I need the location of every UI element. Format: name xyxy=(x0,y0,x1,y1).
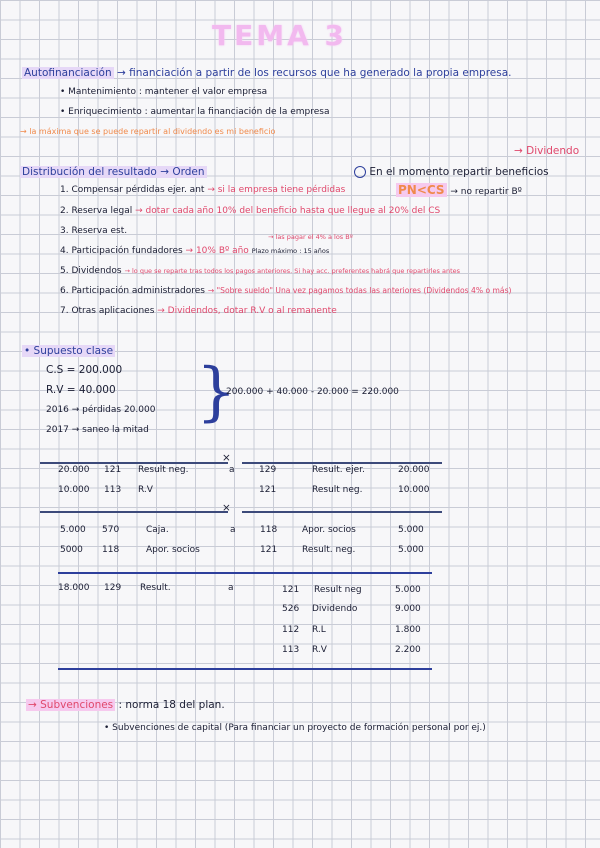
e1-r2-account: Result neg. xyxy=(312,485,363,495)
autofinanciacion-heading xyxy=(22,68,512,79)
dist-item-6 xyxy=(60,287,512,296)
e2-r1-amount: 5.000 xyxy=(398,525,424,535)
autofinanciacion-label: Autofinanciación xyxy=(24,67,112,79)
no-repartir-text: → no repartir Bº xyxy=(450,187,522,197)
e3-l1-code: 129 xyxy=(104,583,122,593)
dist-item-4-note2: Plazo máximo : 15 años xyxy=(251,247,330,255)
x-mark-2: × xyxy=(222,502,231,514)
e3-r2-code: 526 xyxy=(282,604,300,614)
dist-item-5-label: 5. Dividendos xyxy=(60,266,122,276)
e3-l1-account: Result. xyxy=(140,583,171,593)
dist-item-1 xyxy=(60,186,345,195)
e3-r1-account: Result neg xyxy=(314,585,362,595)
e1-l2-amount: 10.000 xyxy=(58,485,90,495)
e3-r4-amount: 2.200 xyxy=(395,645,421,655)
dist-item-5 xyxy=(60,267,460,276)
e1-r2-code: 121 xyxy=(259,485,277,495)
autofinanciacion-definition: → financiación a partir de los recursos que ha generado la propia empresa. xyxy=(116,67,512,79)
e2-r2-amount: 5.000 xyxy=(398,545,424,555)
e3-r4-account: R.V xyxy=(312,645,327,655)
distribucion-heading xyxy=(20,167,207,178)
journal-rule-1b xyxy=(242,462,442,464)
e3-r3-code: 112 xyxy=(282,625,300,635)
supuesto-line-4: 2017 → saneo la mitad xyxy=(46,425,149,435)
e1-l1-account: Result neg. xyxy=(138,465,189,475)
dist-item-4-note: → 10% Bº año xyxy=(185,246,249,256)
e2-l2-account: Apor. socios xyxy=(146,545,200,555)
e3-r3-account: R.L xyxy=(312,625,326,635)
supuesto-line-3: 2016 → pérdidas 20.000 xyxy=(46,405,156,415)
e2-r1-account: Apor. socios xyxy=(302,525,356,535)
e2-l1-amount: 5.000 xyxy=(60,525,86,535)
e1-l2-account: R.V xyxy=(138,485,153,495)
x-mark-1: × xyxy=(222,452,231,464)
dist-item-3-label: 3. Reserva est. xyxy=(60,226,128,236)
subvenciones-norma: : norma 18 del plan. xyxy=(118,699,225,711)
e3-a: a xyxy=(228,583,234,593)
e3-r2-account: Dividendo xyxy=(312,604,358,614)
e3-r3-amount: 1.800 xyxy=(395,625,421,635)
supuesto-label: • Supuesto clase xyxy=(24,345,114,357)
journal-rule-1 xyxy=(40,462,228,464)
brace-icon: } xyxy=(196,355,237,429)
subvenciones-bullet: • Subvenciones de capital (Para financiar un proyecto de formación personal por ej.) xyxy=(104,723,486,733)
momento-repartir xyxy=(354,166,549,178)
e2-l2-code: 118 xyxy=(102,545,120,555)
supuesto-line-1: C.S = 200.000 xyxy=(46,364,123,376)
momento-circle-icon xyxy=(354,166,366,178)
dist-item-2-note: → dotar cada año 10% del beneficio hasta que llegue al 20% del CS xyxy=(135,206,441,216)
dist-item-6-label: 6. Participación administradores xyxy=(60,286,205,296)
dividendo-tag: → Dividendo xyxy=(514,145,580,157)
dist-item-1-note: → si la empresa tiene pérdidas xyxy=(207,185,346,195)
journal-rule-3 xyxy=(58,572,432,574)
dist-item-3 xyxy=(60,227,127,236)
pn-cs-badge xyxy=(396,184,522,197)
dist-item-1-label: 1. Compensar pérdidas ejer. ant xyxy=(60,185,205,195)
dist-item-6-note: → "Sobre sueldo" Una vez pagamos todas las anteriores (Dividendos 4% o más) xyxy=(207,286,512,295)
e1-r1-account: Result. ejer. xyxy=(312,465,365,475)
momento-text: En el momento repartir beneficios xyxy=(369,166,549,178)
dist-item-7 xyxy=(60,307,337,316)
e1-l1-amount: 20.000 xyxy=(58,465,90,475)
e1-r1-amount: 20.000 xyxy=(398,465,430,475)
e1-r1-code: 129 xyxy=(259,465,277,475)
dist-item-4-note-above: → las pagar el 4% a los Bº xyxy=(268,233,353,241)
dist-item-5-note: → lo que se reparte tras todos los pagos anteriores. Si hay acc. preferentes habrá que repartirles antes xyxy=(124,267,461,275)
e2-r2-account: Result. neg. xyxy=(302,545,356,555)
bullet-mantenimiento: • Mantenimiento : mantener el valor empresa xyxy=(60,87,268,97)
e3-r2-amount: 9.000 xyxy=(395,604,421,614)
e2-a: a xyxy=(230,525,236,535)
page-title: TEMA 3 xyxy=(212,19,347,52)
dist-item-4 xyxy=(60,247,329,256)
supuesto-calc: 200.000 + 40.000 - 20.000 = 220.000 xyxy=(226,387,399,397)
e2-r2-code: 121 xyxy=(260,545,278,555)
dist-item-2 xyxy=(60,207,440,216)
supuesto-heading xyxy=(22,346,115,357)
dist-item-7-label: 7. Otras aplicaciones xyxy=(60,306,155,316)
e1-l2-code: 113 xyxy=(104,485,122,495)
e1-l1-code: 121 xyxy=(104,465,122,475)
e3-r4-code: 113 xyxy=(282,645,300,655)
e2-l1-account: Caja. xyxy=(146,525,169,535)
e3-r1-code: 121 xyxy=(282,585,300,595)
subvenciones-label: → Subvenciones xyxy=(28,699,114,711)
dist-item-7-note: → Dividendos, dotar R.V o al remanente xyxy=(157,306,337,316)
autofinanciacion-note: → la máxima que se puede repartir al dividendo es mi beneficio xyxy=(20,127,276,136)
e2-r1-code: 118 xyxy=(260,525,278,535)
bullet-enriquecimiento: • Enriquecimiento : aumentar la financiación de la empresa xyxy=(60,107,330,117)
pn-cs-label: PN<CS xyxy=(398,183,445,197)
journal-rule-2 xyxy=(40,511,228,513)
e1-a: a xyxy=(229,465,235,475)
journal-rule-4 xyxy=(58,668,432,670)
e3-r1-amount: 5.000 xyxy=(395,585,421,595)
e3-l1-amount: 18.000 xyxy=(58,583,90,593)
dist-item-2-label: 2. Reserva legal xyxy=(60,206,133,216)
distribucion-label: Distribución del resultado → Orden xyxy=(22,166,205,178)
supuesto-line-2: R.V = 40.000 xyxy=(46,384,116,396)
e2-l2-amount: 5000 xyxy=(60,545,83,555)
e2-l1-code: 570 xyxy=(102,525,120,535)
e1-r2-amount: 10.000 xyxy=(398,485,430,495)
dist-item-4-label: 4. Participación fundadores xyxy=(60,246,183,256)
journal-rule-2b xyxy=(242,511,442,513)
subvenciones-heading xyxy=(26,700,225,711)
